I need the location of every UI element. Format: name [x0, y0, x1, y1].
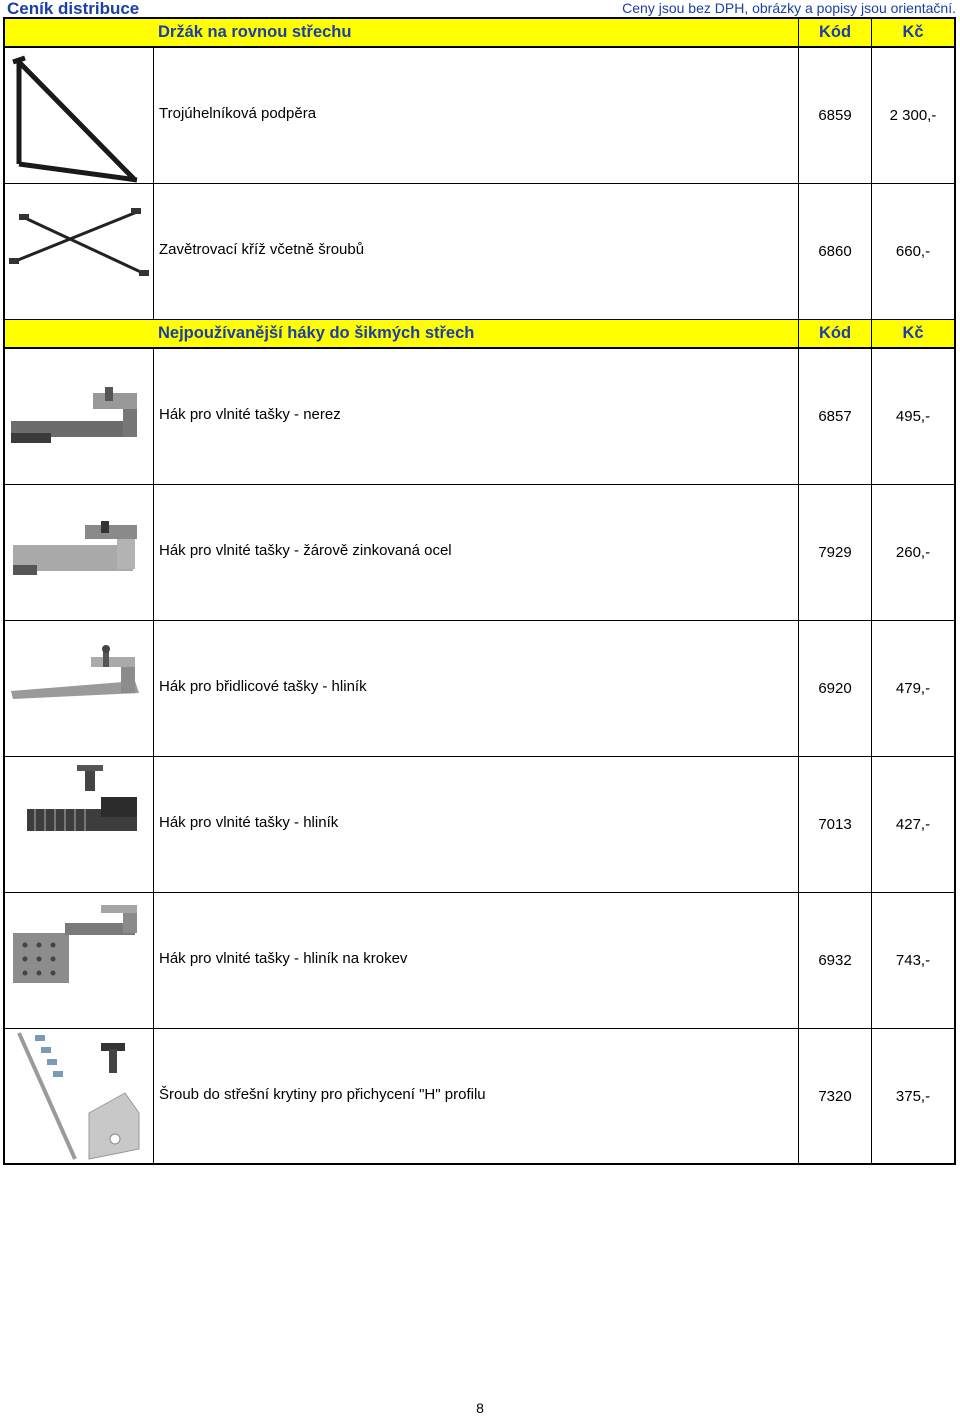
price-column-header: Kč — [871, 19, 954, 46]
product-name: Šroub do střešní krytiny pro přichycení "H" profilu — [159, 1085, 486, 1103]
slate-hook-icon — [5, 621, 153, 756]
code-column-header: Kód — [798, 19, 871, 46]
product-price: 2 300,- — [871, 48, 954, 183]
code-column-header: Kód — [798, 320, 871, 347]
product-code: 6920 — [798, 621, 871, 756]
product-price: 427,- — [871, 757, 954, 892]
table-row — [5, 485, 954, 621]
page-number: 8 — [476, 1400, 484, 1416]
product-code: 6860 — [798, 184, 871, 319]
product-price: 495,- — [871, 349, 954, 484]
price-table — [3, 17, 956, 1165]
section-header-pitched-roof — [5, 320, 954, 349]
price-column-header: Kč — [871, 320, 954, 347]
product-name: Trojúhelníková podpěra — [159, 105, 317, 122]
table-row — [5, 1029, 954, 1165]
product-price: 375,- — [871, 1029, 954, 1163]
product-code: 6932 — [798, 893, 871, 1028]
product-code: 7929 — [798, 485, 871, 620]
table-row — [5, 621, 954, 757]
steel-hook-icon — [5, 349, 153, 484]
product-price: 743,- — [871, 893, 954, 1028]
price-disclaimer: Ceny jsou bez DPH, obrázky a popisy jsou orientační. — [622, 0, 956, 16]
page-title: Ceník distribuce — [7, 0, 140, 18]
aluminium-hook-icon — [5, 757, 153, 892]
product-code: 7320 — [798, 1029, 871, 1163]
product-name: Hák pro břidlicové tašky - hliník — [159, 678, 367, 695]
section-header-flat-roof — [5, 19, 954, 48]
product-code: 6857 — [798, 349, 871, 484]
triangle-support-icon — [5, 48, 153, 183]
section-title: Nejpoužívanější háky do šikmých střech — [158, 324, 475, 342]
product-code: 6859 — [798, 48, 871, 183]
page-header — [0, 0, 960, 17]
product-name: Hák pro vlnité tašky - nerez — [159, 406, 341, 423]
product-name: Hák pro vlnité tašky - hliník na krokev — [159, 950, 408, 967]
table-row — [5, 48, 954, 184]
galvanized-hook-icon — [5, 485, 153, 620]
product-name: Hák pro vlnité tašky - hliník — [159, 814, 339, 831]
table-row — [5, 893, 954, 1029]
product-price: 479,- — [871, 621, 954, 756]
roof-screw-icon — [5, 1029, 153, 1163]
product-code: 7013 — [798, 757, 871, 892]
product-price: 660,- — [871, 184, 954, 319]
product-name: Hák pro vlnité tašky - žárově zinkovaná ocel — [159, 542, 452, 559]
section-title: Držák na rovnou střechu — [158, 23, 352, 41]
table-row — [5, 184, 954, 320]
product-price: 260,- — [871, 485, 954, 620]
cross-brace-icon — [5, 184, 153, 319]
rafter-hook-icon — [5, 893, 153, 1028]
table-row — [5, 349, 954, 485]
table-row — [5, 757, 954, 893]
product-name: Zavětrovací kříž včetně šroubů — [159, 241, 365, 258]
